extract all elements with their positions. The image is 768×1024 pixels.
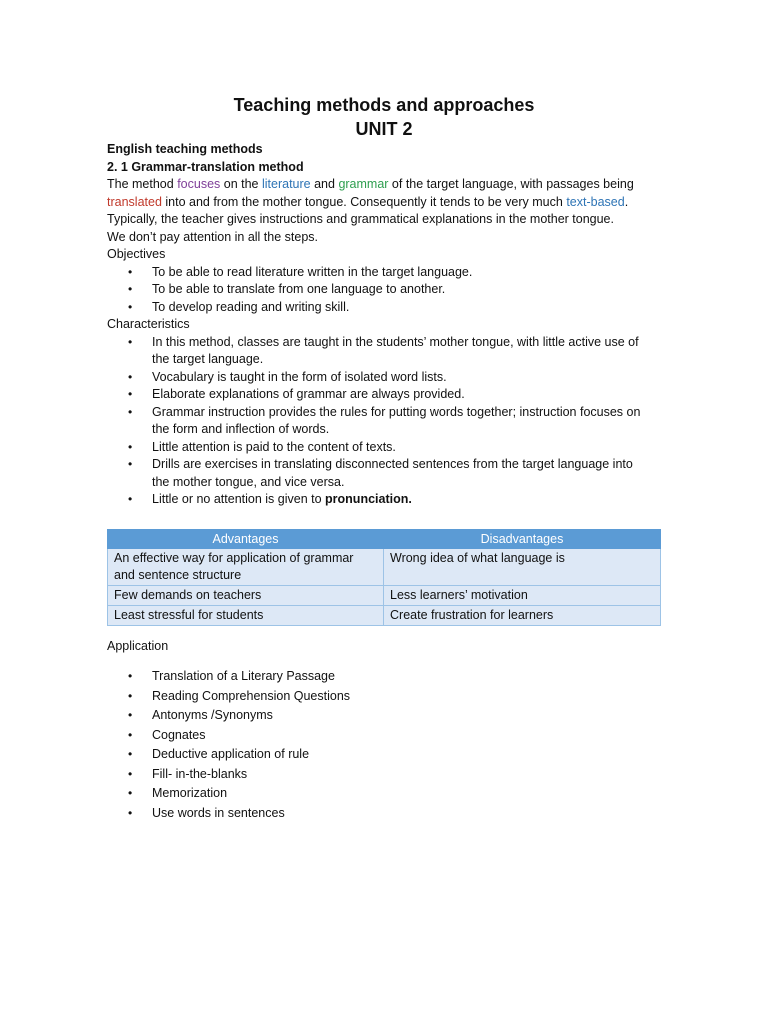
list-item bbox=[107, 491, 667, 509]
intro-text: into and from the mother tongue. Consequently it tends to be very much bbox=[161, 194, 567, 209]
list-item-text: Grammar instruction provides the rules for putting words together; instruction focuses on bbox=[152, 404, 641, 419]
objectives-list bbox=[107, 264, 667, 317]
list-item-text: the target language. bbox=[152, 352, 264, 366]
bullet-icon: • bbox=[128, 387, 133, 401]
bullet-icon: • bbox=[128, 439, 133, 454]
list-item bbox=[107, 264, 667, 282]
list-item bbox=[107, 667, 667, 687]
intro-line-4: We don’t pay attention in all the steps. bbox=[107, 229, 319, 244]
table-row bbox=[108, 606, 661, 626]
bullet-icon: • bbox=[128, 708, 133, 722]
column-header-advantages: Advantages bbox=[108, 530, 384, 549]
list-item bbox=[107, 299, 667, 317]
bullet-icon: • bbox=[128, 669, 133, 683]
intro-text: The method bbox=[107, 177, 178, 191]
list-item bbox=[107, 334, 667, 369]
list-item-text: the form and inflection of words. bbox=[152, 422, 330, 436]
list-item bbox=[107, 281, 667, 299]
objectives-heading: Objectives bbox=[107, 247, 166, 261]
table-cell: Wrong idea of what language is bbox=[384, 549, 661, 586]
list-item bbox=[107, 439, 667, 457]
bullet-icon: • bbox=[128, 334, 133, 349]
table-cell: Least stressful for students bbox=[108, 606, 384, 626]
list-item bbox=[107, 765, 667, 785]
list-item-text: To develop reading and writing skill. bbox=[152, 299, 350, 314]
advantages-table bbox=[107, 529, 661, 626]
characteristics-list bbox=[107, 334, 667, 509]
list-item-text: Antonyms /Synonyms bbox=[152, 708, 273, 722]
list-item-text: Cognates bbox=[152, 727, 206, 742]
emphasis-pronunciation: pronunciation. bbox=[325, 492, 412, 506]
bullet-icon: • bbox=[128, 805, 133, 820]
main-content bbox=[107, 141, 667, 509]
list-item-text: Fill- in-the-blanks bbox=[152, 766, 248, 781]
list-item-text: Little or no attention is given to bbox=[152, 492, 326, 506]
list-item-text: Little attention is paid to the content of texts. bbox=[152, 439, 396, 454]
list-item-text: In this method, classes are taught in the students’ mother tongue, with little active use of bbox=[152, 334, 639, 349]
intro-line-3: Typically, the teacher gives instructions and grammatical explanations in the mother tongue. bbox=[107, 212, 614, 226]
table-row bbox=[108, 549, 661, 586]
subsection-heading: 2. 1 Grammar-translation method bbox=[107, 159, 304, 174]
list-item bbox=[107, 687, 667, 707]
application-list bbox=[107, 667, 667, 823]
bullet-icon: • bbox=[128, 299, 133, 314]
list-item bbox=[107, 706, 667, 726]
intro-text: of the target language, with passages being bbox=[388, 177, 634, 191]
application-section bbox=[107, 638, 667, 823]
title-block bbox=[0, 93, 768, 141]
highlight-text-based: text-based bbox=[566, 194, 625, 209]
table-cell: Less learners’ motivation bbox=[384, 586, 661, 606]
list-item bbox=[107, 745, 667, 765]
list-item-text: Use words in sentences bbox=[152, 805, 285, 820]
section-heading: English teaching methods bbox=[107, 142, 263, 156]
list-item-text: Vocabulary is taught in the form of isolated word lists. bbox=[152, 369, 447, 384]
unit-label: UNIT 2 bbox=[355, 119, 413, 139]
column-header-disadvantages: Disadvantages bbox=[384, 530, 661, 549]
bullet-icon: • bbox=[128, 282, 133, 296]
list-item-text: the mother tongue, and vice versa. bbox=[152, 474, 345, 489]
list-item-text: Translation of a Literary Passage bbox=[152, 669, 335, 683]
table-cell: Create frustration for learners bbox=[384, 606, 661, 626]
list-item bbox=[107, 726, 667, 746]
bullet-icon: • bbox=[128, 264, 133, 279]
intro-line-2 bbox=[107, 194, 667, 212]
list-item bbox=[107, 804, 667, 824]
bullet-icon: • bbox=[128, 457, 133, 471]
list-item-text bbox=[152, 491, 667, 509]
list-item-text: Reading Comprehension Questions bbox=[152, 688, 351, 703]
cell-text: An effective way for application of grammar bbox=[114, 551, 354, 565]
bullet-icon: • bbox=[128, 492, 133, 506]
intro-line-1 bbox=[107, 176, 667, 194]
bullet-icon: • bbox=[128, 404, 133, 419]
bullet-icon: • bbox=[128, 369, 133, 384]
highlight-focuses: focuses bbox=[177, 177, 221, 191]
list-item bbox=[107, 784, 667, 804]
list-item bbox=[107, 404, 667, 439]
highlight-grammar: grammar bbox=[338, 177, 389, 191]
highlight-literature: literature bbox=[261, 177, 311, 191]
list-item bbox=[107, 456, 667, 491]
list-item-text: Memorization bbox=[152, 786, 228, 800]
list-item-text: Deductive application of rule bbox=[152, 747, 310, 761]
intro-text: and bbox=[310, 177, 339, 191]
list-item-text: To be able to translate from one language to another. bbox=[152, 282, 446, 296]
intro-text: . bbox=[624, 194, 629, 209]
bullet-icon: • bbox=[128, 688, 133, 703]
list-item-text: Drills are exercises in translating disconnected sentences from the target language into bbox=[152, 457, 633, 471]
list-item bbox=[107, 386, 667, 404]
highlight-translated: translated bbox=[107, 194, 162, 209]
table-row bbox=[108, 586, 661, 606]
table-cell bbox=[108, 549, 384, 586]
bullet-icon: • bbox=[128, 766, 133, 781]
list-item-text: Elaborate explanations of grammar are always provided. bbox=[152, 387, 465, 401]
list-item bbox=[107, 369, 667, 387]
bullet-icon: • bbox=[128, 747, 133, 761]
document-title: Teaching methods and approaches bbox=[233, 95, 535, 115]
characteristics-heading: Characteristics bbox=[107, 317, 190, 331]
list-item-text: To be able to read literature written in the target language. bbox=[152, 264, 473, 279]
bullet-icon: • bbox=[128, 786, 133, 800]
intro-text: on the bbox=[220, 177, 262, 191]
cell-text: and sentence structure bbox=[114, 568, 242, 582]
bullet-icon: • bbox=[128, 727, 133, 742]
application-heading: Application bbox=[107, 639, 169, 653]
table-header-row bbox=[108, 530, 661, 549]
table-cell: Few demands on teachers bbox=[108, 586, 384, 606]
